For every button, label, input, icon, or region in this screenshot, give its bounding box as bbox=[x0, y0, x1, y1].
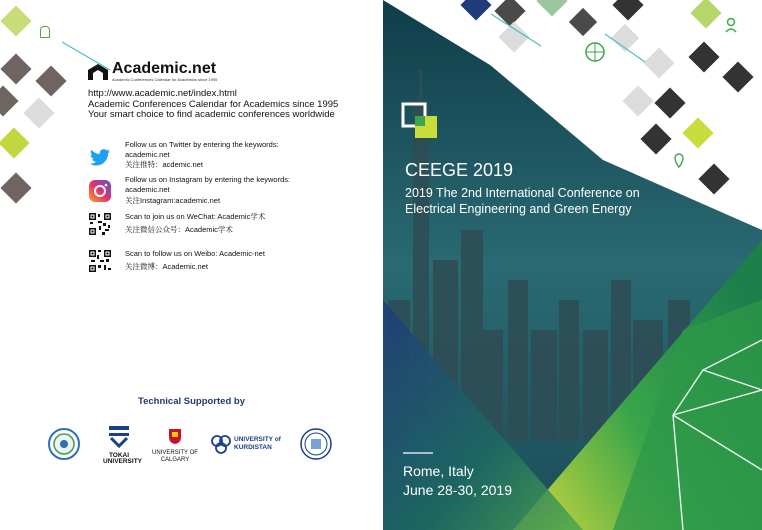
calgary-logo bbox=[145, 428, 205, 464]
cover-artwork bbox=[383, 0, 762, 530]
intro-line: Academic Conferences Calendar for Academics since 1995 bbox=[88, 98, 339, 110]
social-line: Follow us on Twitter by entering the keywords: bbox=[125, 140, 279, 149]
conference-title bbox=[405, 185, 640, 217]
front-cover bbox=[383, 0, 762, 530]
twitter-icon bbox=[88, 146, 112, 170]
conference-acronym: CEEGE 2019 bbox=[405, 160, 514, 180]
deco-square bbox=[23, 97, 54, 128]
social-line: Scan to follow us on Weibo: Academic-net bbox=[125, 249, 265, 258]
kurdistan-label: UNIVERSITY of KURDISTAN bbox=[234, 436, 281, 451]
deco-square bbox=[0, 127, 30, 158]
brand-tagline: Academic Conferences Calendar for Academics since 1995 bbox=[112, 77, 218, 82]
intro-text bbox=[88, 89, 338, 121]
conference-location: Rome, Italy bbox=[403, 463, 474, 479]
technical-support-heading: Technical Supported by bbox=[138, 396, 245, 407]
social-line: 关注微博：Academic.net bbox=[125, 261, 208, 271]
deco-square bbox=[0, 172, 31, 203]
social-line: academic.net bbox=[125, 149, 170, 159]
website-link[interactable]: http://www.academic.net/index.html bbox=[88, 88, 237, 99]
wechat-qr-icon bbox=[88, 212, 112, 236]
tokai-logo bbox=[103, 424, 143, 465]
social-line: 关注推特：acdemic.net bbox=[125, 160, 203, 169]
calgary-crest-icon bbox=[168, 428, 182, 445]
blue-seal-logo bbox=[300, 428, 332, 460]
academic-net-logo-icon bbox=[88, 64, 108, 80]
instagram-icon bbox=[88, 179, 112, 203]
social-line: Scan to join us on WeChat: Academic学术 bbox=[125, 212, 266, 221]
social-line: Follow us on Instagram by entering the keywords: bbox=[125, 175, 291, 184]
deco-square bbox=[0, 85, 19, 116]
kurdistan-mark-icon bbox=[210, 433, 232, 455]
kurdistan-logo bbox=[210, 432, 290, 456]
conference-dates: June 28-30, 2019 bbox=[403, 482, 512, 498]
tokai-label: TOKAI UNIVERSITY bbox=[103, 452, 143, 465]
social-line: academic.net bbox=[125, 184, 170, 194]
tokai-mark-icon bbox=[106, 424, 132, 450]
round-seal-logo bbox=[48, 428, 80, 460]
brand-name: Academic.net bbox=[112, 60, 217, 77]
weibo-qr-icon bbox=[88, 249, 112, 273]
social-line: 关注微信公众号：Academic学术 bbox=[125, 224, 233, 234]
calgary-label: UNIVERSITY OF CALGARY bbox=[152, 450, 198, 463]
title-line-1: 2019 The 2nd International Conference on bbox=[405, 186, 640, 200]
social-line: 关注Instagram:academic.net bbox=[125, 196, 221, 205]
intro-line: Your smart choice to find academic conferences worldwide bbox=[88, 109, 335, 120]
title-line-2: Electrical Engineering and Green Energy bbox=[405, 202, 632, 216]
